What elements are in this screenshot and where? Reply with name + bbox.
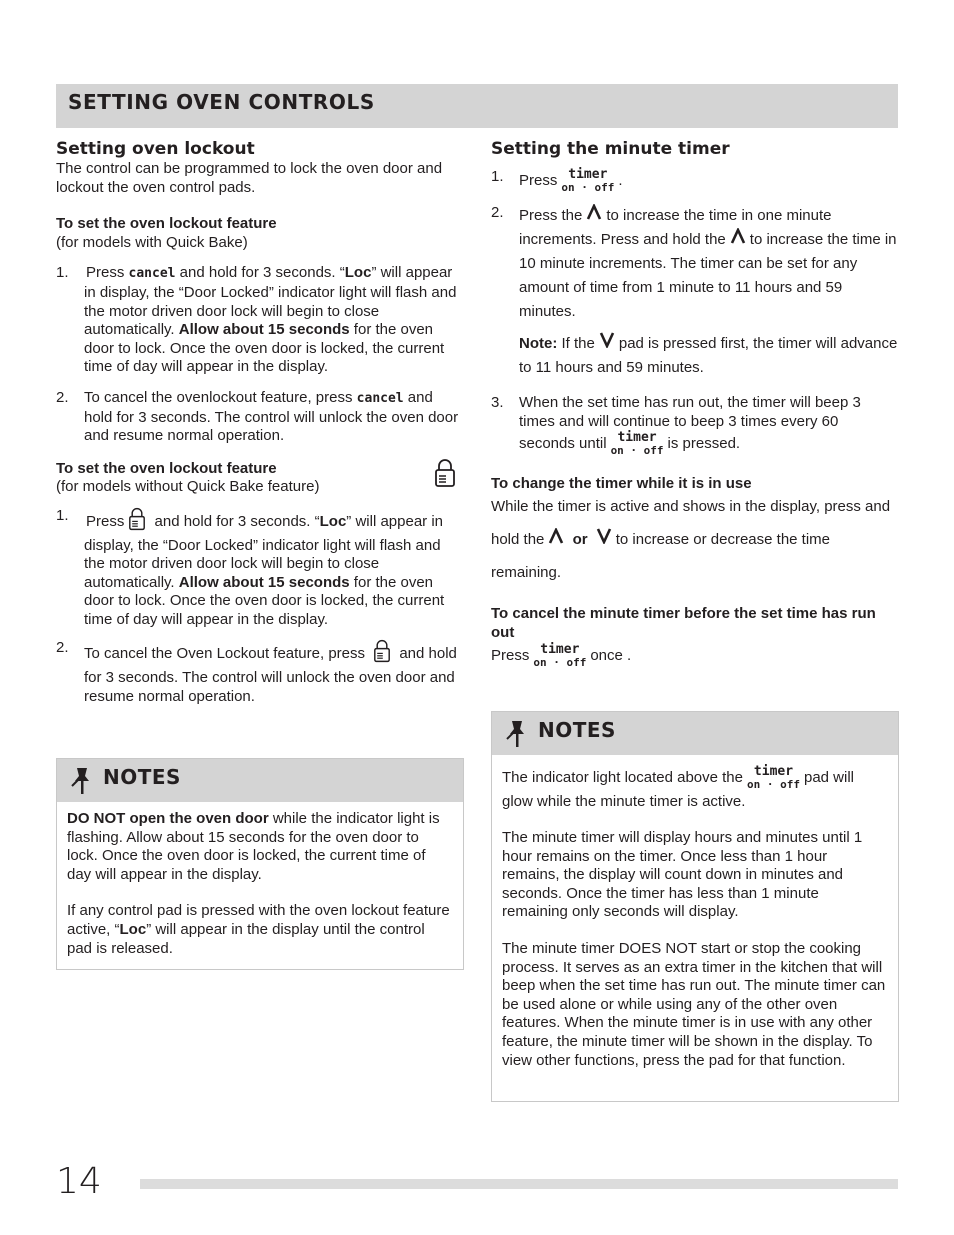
noqb-subheading: To set the oven lockout feature: [56, 459, 277, 477]
notes-body: The indicator light located above the timer on · off pad will glow while the minute timer is active. The minute timer will display hours and minutes until 1 hour remains on the timer. Once less than 1 hour remains, the display will count down in minutes and seconds. Once the timer has less than 1 minute remaining only seconds will display. The minute timer DOES NOT start or stop the cooking process. It serves as an extra timer in the kitchen that will beep when the set time has run out. The minute timer can be used alone or while using any of the other oven features. When the minute timer is in use with any other feature, the minute timer will be shown in the display. To view other functions, press the pad for that function.: [502, 764, 886, 1069]
lockout-notes-box: [56, 758, 464, 970]
timer-key: timer on · off: [561, 167, 615, 194]
notes-title: NOTES: [538, 718, 616, 742]
change-timer-subheading: To change the timer while it is in use: [491, 475, 752, 493]
up-arrow-icon: [548, 523, 564, 556]
cancel-timer-subheading: To cancel the minute timer before the set time has run out: [491, 605, 876, 641]
up-arrow-icon: [586, 204, 602, 228]
notes-body: DO NOT open the oven door while the indicator light is flashing. Allow about 15 seconds for the oven door to lock. Once the oven door is locked, the current time of day will appear in the display. If any control pad is pressed with the oven lockout feature active, “Loc” will appear in the display until the control pad is released.: [67, 810, 450, 957]
lockout-intro: The control can be programmed to lock the oven door and lockout the oven control pads.: [56, 160, 443, 196]
left-column: [56, 138, 464, 706]
page-title: SETTING OVEN CONTROLS: [68, 90, 375, 114]
qb-subtitle: (for models with Quick Bake): [56, 233, 248, 251]
down-arrow-icon: [596, 523, 612, 556]
noqb-subtitle: (for models without Quick Bake feature): [56, 478, 320, 496]
qb-subheading: To set the oven lockout feature: [56, 215, 277, 233]
section-banner: [56, 84, 898, 128]
right-column: [491, 138, 898, 669]
notes-header: [57, 759, 463, 802]
qb-step-2: 2. To cancel the ovenlockout feature, press cancel and hold for 3 seconds. The control will unlock the oven door and resume normal operation.: [56, 388, 459, 445]
footer-rule: [140, 1179, 898, 1189]
timer-notes-box: [491, 711, 899, 1102]
lock-icon: [373, 639, 391, 669]
noqb-step-2: 2. To cancel the Oven Lockout feature, press and hold for 3 seconds. The control will unlock the oven door and resume normal operation.: [56, 639, 457, 705]
pushpin-icon: [504, 719, 530, 755]
lockout-heading: Setting oven lockout: [56, 139, 255, 159]
notes-header: [492, 712, 898, 755]
timer-heading: Setting the minute timer: [491, 139, 730, 159]
cancel-timer-text: Press timer on · off once .: [491, 641, 632, 669]
timer-key: timer on · off: [533, 641, 587, 669]
qb-step-1: 1. Press cancel and hold for 3 seconds. “Loc” will appear in display, the “Door Locked” indicator light will flash and the motor driven door lock will begin to close automatically. Allow about 15 seconds for the oven door to lock. Once the oven door is locked, the current time of day will appear in the display.: [56, 264, 457, 376]
pushpin-icon: [69, 766, 95, 802]
noqb-step-1: 1. Press and hold for 3 seconds. “Loc” will appear in display, the “Door Locked” indicator light will flash and the motor driven door lock will begin to close automatically. Allow about 15 seconds for the oven door to lock. Once the oven door is locked, the current time of day will appear in the display.: [56, 506, 445, 628]
cancel-key: cancel: [128, 266, 176, 282]
notes-title: NOTES: [103, 765, 181, 789]
page-number: 14: [56, 1161, 102, 1202]
lock-icon: [128, 507, 146, 537]
change-timer-text: While the timer is active and shows in the display, press and hold the or to increase or decrease the time remaining.: [491, 497, 891, 582]
timer-key: timer on · off: [610, 430, 664, 458]
cancel-key: cancel: [356, 390, 404, 406]
lock-icon: [434, 458, 456, 494]
timer-step-2: 2. Press the to increase the time in one minute increments. Press and hold the to increase the time in 10 minute increments. The timer can be set for any amount of time from 1 minute to 11 hours and 59 minutes. Note: If the pad is pressed first, the timer will advance to 11 hours and 59 minutes.: [491, 204, 898, 377]
timer-step-1: 1. Press timer on · off .: [491, 167, 623, 194]
up-arrow-icon: [730, 228, 746, 252]
down-arrow-icon: [599, 332, 615, 356]
timer-key: timer on · off: [747, 764, 800, 791]
timer-step-3: 3. When the set time has run out, the timer will beep 3 times and will continue to beep 3 times every 60 seconds until timer on · off is pressed.: [491, 394, 861, 458]
